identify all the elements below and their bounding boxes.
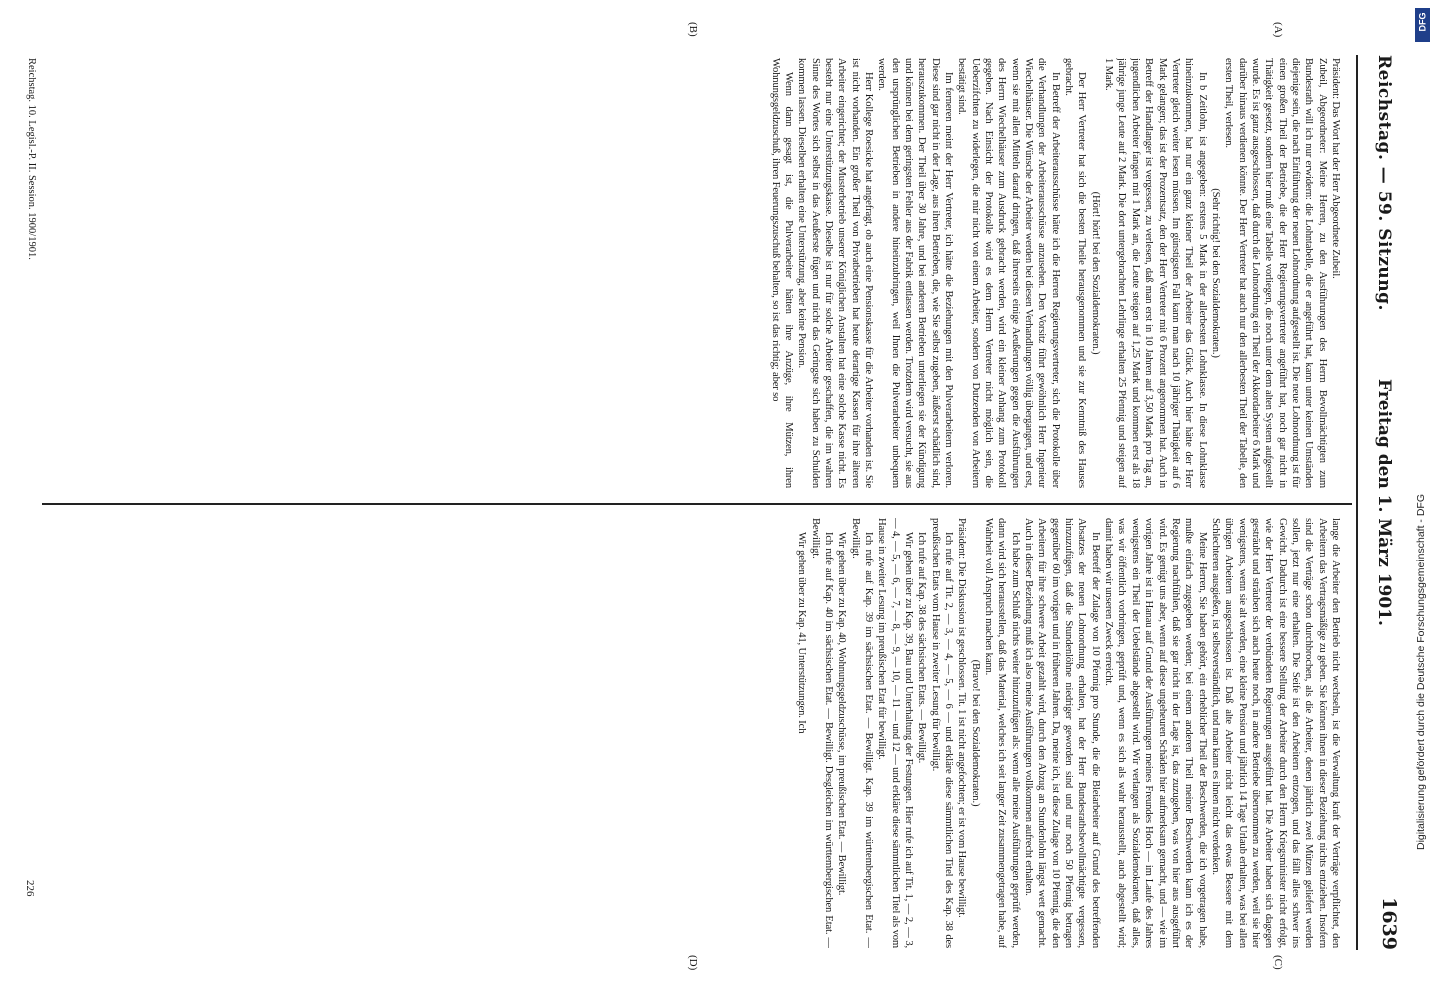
paragraph-president: Präsident: Die Diskussion ist geschlossen. Tit. 1 ist nicht angefochten; er ist vom Hause bewilligt. <box>956 518 968 918</box>
margin-mark-d: (D) <box>687 955 699 971</box>
margin-mark-a: (A) <box>1272 22 1284 38</box>
interjection: (Hört! hört! bei den Sozialdemokraten.) <box>1089 191 1101 355</box>
header-page-number: 1639 <box>1378 897 1400 950</box>
interjection: (Bravo! bei den Sozialdemokraten.) <box>969 659 981 807</box>
paragraph: Meine Herren, Sie haben gehört, ein erheblicher Theil der Beschwerden, die ich vorgetragen habe, mußte einfach zugegeben werden; bei einem anderen Theil meiner Beschwerden kann ich es der Regierung nachfühlen, daß sie gar nicht in der Lage ist, das zuzugeben, was von hier aus ausgeführt wird. Es genügt uns aber, wenn auf diese ungeheuren Schäden hier aufmerksam gemacht, und — wie im vorigen Jahre ist in Hanau auf Grund der Ausführungen meines Freundes Hoch — im Laufe des Jahres wenigstens ein Theil der Uebelstände abgestellt wird. Wir verlangen als Sozialdemokraten, daß alles, was wir öffentlich vorbringen, geprüft und, wenn es sich als wahr herausstellt, auch abgestellt wird; damit haben wir unseren Zweck erreicht. <box>1103 518 1208 948</box>
paragraph: Wir gehen über zu Kap. 41, Unterstützungen. Ich <box>796 532 808 734</box>
paragraph: Der Herr Vertreter hat sich die besten Theile herausgenommen und sie zur Kenntniß des Hauses gebracht. <box>1063 58 1088 488</box>
header-session: Reichstag. — 59. Sitzung. <box>1374 55 1394 311</box>
right-text-column <box>22 518 1342 948</box>
paragraph: Ich rufe auf Kap. 38 des sächsischen Etats. — Bewilligt. <box>916 532 928 764</box>
paragraph: Ich rufe auf Tit. 2, — 3, — 4, — 5, — 6 — und erkläre diese sämmtlichen Titel des Kap. 38 des preußischen Etats vom Hause in zweiter Lesung für bewilligt. <box>929 518 955 948</box>
page-header <box>1364 55 1404 950</box>
margin-mark-b: (B) <box>687 22 699 37</box>
paragraph: Wir gehen über zu Kap. 39, Bau und Unterhaltung der Festungen. Hier rufe ich auf Tit. 1, — 2, — 3, — 4, — 5, — 6, — 7, — 8, — 9, — 10, — 11 — und 12 — und erkläre diese sämmtlichen Titel als vom Hause in zweiter Lesung im preußischen Etat für bewilligt. <box>876 518 914 948</box>
header-date: Freitag den 1. März 1901. <box>1374 379 1394 626</box>
paragraph: Herr Kollege Roesicke hat angefragt, ob auch eine Pensionskasse für die Arbeiter vorhanden ist. Sie ist nicht vorhanden. Ein großer Theil von Privatbetrieben hat heute derartige Kassen für ihre älteren Arbeiter eingerichtet; der Musterbetrieb unserer Königlichen Anstalten hat eine solche Kasse nicht. Es besteht nur eine Unterstützungskasse. Dieselbe ist nur für solche Arbeiter geschaffen, die im wahren Sinne des Wortes sich selbst in das Aeußerste fügen und nicht das Geringste sich haben zu Schulden kommen lassen. Dieselben erhalten eine Unterstützung, aber keine Pension. <box>796 58 874 488</box>
column-divider <box>42 503 1352 505</box>
paragraph: Ich rufe auf Kap. 39 im sächsischen Etat. — Bewilligt. Kap. 39 im württembergischen Etat. — Bewilligt. <box>849 518 874 948</box>
footer-sheet-number: 226 <box>24 880 36 897</box>
paragraph-president: Präsident: Das Wort hat der Herr Abgeordnete Zubeil. <box>1330 58 1341 279</box>
digitization-credit-text: Digitalisierung gefördert durch die Deutsche Forschungsgemeinschaft - DFG <box>1415 493 1427 850</box>
paragraph: lange die Arbeiter den Betrieb nicht wechseln, ist die Verwaltung kraft der Verträge verpflichtet, den Arbeitern das Vertragsmäßige zu geben. Sie können ihnen in dieser Beziehung nichts entziehen. Insofern sind die Verträge schon durchbrochen, als die Arbeiter, denen jährlich zwei Mützen geliefert werden sollen, jetzt nur eine erhalten. Die Seife ist den Arbeitern entzogen, und das fällt alles schwer ins Gewicht. Dadurch ist eine bessere Stellung der Arbeiter durch den Herrn Kriegsminister nicht erfolgt, wie der Herr Vertreter der verbündeten Regierungen ausgeführt hat. Die Arbeiter haben sich dagegen gesträubt und sträuben sich auch heute noch, in andere Betriebe übernommen zu werden, weil sie hier wenigstens, wenn sie alt werden, eine kleine Pension und jährlich 14 Tage Urlaub erhalten, was bei allen übrigen Arbeitern ausgeschlossen ist. Daß alte Arbeiter nicht leicht das etwas Bessere mit dem Schlechteren ausgießen, ist selbstverständlich, und man kann es ihnen nicht verdenken. <box>1209 518 1341 948</box>
paragraph: Im ferneren meint der Herr Vertreter, ich hätte die Beziehungen mit den Pulverarbeitern verloren. Diese sind gar nicht in der Lage, aus ihren Betrieben, die, wie Sie selbst zugeben, äußerst schädlich sind, herauszukommen. Der Theil über 30 Jahre, und bei anderen Betrieben unterliegen sie der Kündigung und können bei dem geringsten Fehler aus der Fabrik entlassen werden. Trotzdem wird versucht, sie aus den ursprünglichen Betrieben in andere hineinzubringen, weil Ihnen die Pulverarbeiter unbequem werden. <box>876 58 955 488</box>
paragraph: In Betreff der Arbeiterausschüsse hätte ich die Herren Regierungsvertreter, sich die Protokolle über die Verhandlungen der Arbeiterausschüsse anzusehen. Den Vorsitz führt gewöhnlich Herr Ingenieur Wiechelhäuser. Die Wünsche der Arbeiter werden bei diesen Verhandlungen völlig übergangen, und erst, wenn sie mit allen Mitteln darauf dringen, daß ihrerseits einige Aeußerungen gegen die Ausführungen des Herrn Wiechelhäuser zum Ausdruck gebracht werden, wird ein kleiner Anhang zum Protokoll gegeben. Nach Einsicht der Protokolle wird es dem Herrn Vertreter nicht möglich sein, die Ueberzifchten zu widerlegen, die mir nicht von einem Arbeiter, sondern von Dutzenden von Arbeitern bestätigt sind. <box>956 58 1061 488</box>
left-text-column <box>22 58 1342 488</box>
digitization-credit-strip <box>1411 0 1434 1000</box>
paragraph: Wir gehen über zu Kap. 40, Wohnungsgeldzuschüsse, im preußischen Etat. — Bewilligt. <box>836 532 848 896</box>
paragraph: Wenn dann gesagt ist, die Pulverarbeiter hätten ihre Anzüge, ihre Mützen, ihren Wohnungsgeldzuschuß, ihren Feuerungszuschuß behalten, so ist das richtig; aber so <box>769 58 794 488</box>
paragraph: Ich habe zum Schluß nichts weiter hinzuzufügen als: wenn alle meine Ausführungen geprüft werden, dann wird sich herausstellen, daß das Material, welches ich seit langer Zeit zusammengetragen habe, auf Wahrheit voll Anspruch machen kann. <box>983 518 1021 948</box>
header-rule <box>1356 55 1358 950</box>
paragraph: Ich rufe auf Kap. 40 im sächsischen Etat. — Bewilligt. Desgleichen im württembergischen Etat. — Bewilligt. <box>809 518 834 948</box>
paragraph: In b Zeitlohn, ist angegeben: erstens 5 Mark in der allerbesten Lohnklasse. In diese Lohnklasse hineinzukommen, hat nur ein ganz kleiner Theil der Arbeiter das Glück. Auch hier hätte der Herr Vertreter gleich weiter lesen müssen. Im günstigsten Fall kann man nach 10 jähriger Thätigkeit auf 6 Mark gelangen; das ist der Prozentsatz, den der Herr Vertreter mit 6 Prozent angenommen hat. Auch in Betreff der Handlanger ist vergessen, zu verlesen, daß man erst in 10 Jahren auf 3,50 Mark pro Tag an, jugendlichen Arbeiter fangen mit 1 Mark an, die Leute steigen auf 1,25 Mark und kommen erst als 18 jährige junge Leute auf 2 Mark. Die dort untergebrachten Lehrlinge erhalten 25 Pfennig und steigen auf 1 Mark. <box>1103 58 1208 488</box>
footer-imprint: Reichstag. 10. Legisl.-P. II. Session. 1900/1901. <box>26 58 37 260</box>
margin-mark-c: (C) <box>1272 955 1284 970</box>
paragraph: In Betreff der Zulage von 10 Pfennig pro Stunde, die die Bleiarbeiter auf Grund des betreffenden Absatzes der neuen Lohnordnung erhalten, hat der Herr Bundesrathsbevollmächtigte vergessen, hinzuzufügen, daß die Stundenlöhne niedriger geworden sind und nur noch 50 Pfennig betragen gegenüber 60 im vorigen und in früheren Jahren. Da, meine ich, ist diese Zulage von 10 Pfennig, die den Arbeitern für ihre schwere Arbeit gezahlt wird, durch den Abzug an Stundenlohn längst wett gemacht. Auch in dieser Beziehung muß ich also meine Ausführungen vollkommen aufrecht erhalten. <box>1023 518 1101 948</box>
paragraph-zubeil: Zubeil, Abgeordneter: Meine Herren, zu den Ausführungen des Herrn Bevollmächtigten zum Bundesrath will ich nur erwidern: die Lohntabelle, die er angeführt hat, kann unter keinen Umständen diejenige sein, die nach Einführung der neuen Lohnordnung aufgestellt ist. Die neue Lohnordnung ist für einen großen Theil der Betriebe, die der Herr Regierungsvertreter angeführt hat, noch gar nicht in Thätigkeit gesetzt, sondern hier muß eine Tabelle vorliegen, die noch unter dem alten System aufgestellt wurde. Es ist ganz ausgeschlossen, daß durch die Lohnordnung ein Theil der Akkordarbeiter 6 Mark und darüber hinaus verdienen könnte. Der Herr Vertreter hat auch nur den allerbesten Theil der Tabelle, den ersten Theil, verlesen. <box>1223 58 1328 488</box>
dfg-logo-icon: DFG <box>1415 8 1430 42</box>
interjection: (Sehr richtig! bei den Sozialdemokraten.) <box>1209 188 1221 358</box>
